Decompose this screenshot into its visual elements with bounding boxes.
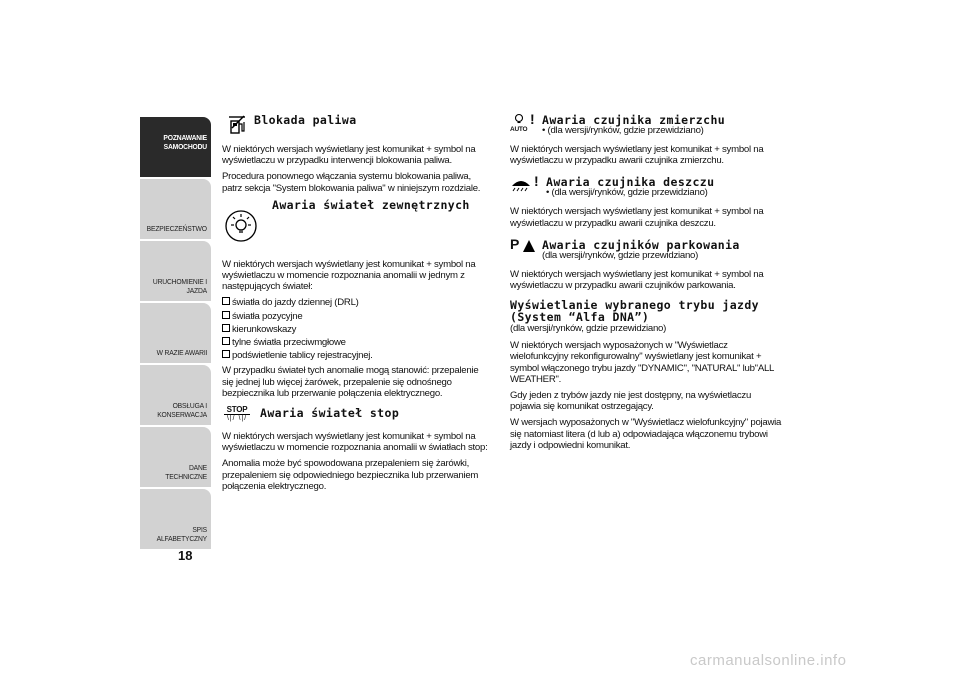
fuel-cutoff-icon	[226, 114, 248, 136]
parking-sensor-subtitle: (dla wersji/rynków, gdzie przewidziano)	[542, 249, 699, 261]
tab-label: SPIS ALFABETYCZNY	[156, 525, 207, 543]
watermark: carmanualsonline.info	[690, 652, 847, 669]
fuel-paragraph-1: W niektórych wersjach wyświetlany jest komunikat + symbol na wyświetlaczu w przypadku interwencji blokowania paliwa.	[222, 144, 476, 167]
exterior-lights-title: Awaria świateł zewnętrznych	[272, 197, 470, 212]
drive-mode-subtitle: (dla wersji/rynków, gdzie przewidziano)	[510, 323, 667, 335]
tab-obsluga-i-konserwacja[interactable]	[140, 365, 211, 427]
stop-light-fault-icon: STOP \|/ \|/	[224, 405, 250, 422]
tab-label: DANE TECHNICZNE	[165, 463, 207, 481]
tab-spis-alfabetyczny[interactable]	[140, 489, 211, 551]
tab-label: OBSŁUGA I KONSERWACJA	[157, 401, 207, 419]
dusk-sensor-subtitle: • (dla wersji/rynków, gdzie przewidziano)	[542, 125, 704, 136]
tab-label: URUCHOMIENIE I JAZDA	[152, 277, 207, 295]
tab-dane-techniczne[interactable]	[140, 427, 211, 489]
list-item: kierunkowskazy	[222, 324, 490, 335]
right-column	[510, 112, 782, 456]
stop-lights-paragraph-1: W niektórych wersjach wyświetlany jest komunikat + symbol na wyświetlaczu w momencie rozpoznania anomalii w światłach stop:	[222, 431, 488, 454]
tab-label: W RAZIE AWARII	[156, 348, 207, 357]
drive-mode-paragraph-3: W wersjach wyposażonych w "Wyświetlacz wielofunkcyjny" pojawia się natomiast litera (d lub a) odpowiadająca włączonemu trybowi jazdy i odpowiedni komunikat.	[510, 417, 782, 451]
drive-mode-title-system: (System “Alfa DNA”)	[510, 310, 650, 325]
drive-mode-title: Wyświetlanie wybranego trybu jazdy	[510, 298, 760, 313]
drive-mode-paragraph-2: Gdy jeden z trybów jazdy nie jest dostępny, na wyświetlaczu pojawia się komunikat ostrzegający.	[510, 390, 752, 413]
chapter-sidebar	[140, 117, 211, 551]
exterior-light-fault-icon	[224, 209, 258, 243]
fuel-header	[222, 112, 490, 138]
tab-label: POZNAWANIE SAMOCHODU	[163, 133, 207, 151]
exterior-lights-header	[222, 199, 490, 255]
dusk-sensor-header: AUTO ! Awaria czujnika zmierzchu • (dla wersji/rynków, gdzie przewidziano)	[510, 111, 726, 136]
tab-bezpieczenstwo[interactable]	[140, 179, 211, 241]
dusk-sensor-title: Awaria czujnika zmierzchu	[542, 113, 726, 127]
tab-poznawanie-samochodu[interactable]	[140, 117, 211, 179]
exterior-lights-list	[222, 297, 490, 361]
rain-sensor-subtitle: • (dla wersji/rynków, gdzie przewidziano)	[546, 187, 708, 199]
stop-lights-header	[222, 405, 490, 427]
tab-label: BEZPIECZEŃSTWO	[146, 224, 207, 233]
rain-sensor-header: ! Awaria czujnika deszczu • (dla wersji/rynków, gdzie przewidziano)	[510, 174, 782, 198]
rain-sensor-title: Awaria czujnika deszczu	[546, 175, 715, 190]
list-item: tylne światła przeciwmgłowe	[222, 337, 490, 348]
list-item: światła do jazdy dziennej (DRL)	[222, 297, 490, 308]
parking-sensor-header: P Awaria czujników parkowania (dla wersji/rynków, gdzie przewidziano)	[510, 235, 740, 261]
parking-sensor-title: Awaria czujników parkowania	[542, 237, 740, 252]
rain-sensor-paragraph: W niektórych wersjach wyświetlany jest komunikat + symbol na wyświetlaczu w przypadku awarii czujnika deszczu.	[510, 206, 764, 229]
exterior-lights-paragraph-1: W niektórych wersjach wyświetlany jest komunikat + symbol na wyświetlaczu w momencie rozpoznania anomalii w jednym z następujących świateł:	[222, 258, 476, 293]
page-number: 18	[178, 548, 193, 563]
stop-lights-title: Awaria świateł stop	[260, 406, 400, 421]
exterior-lights-paragraph-2: W przypadku świateł tych anomalie mogą stanowić: przepalenie się jednej lub więcej żarówek, przepalenie się odnośnego bezpiecznika lub przerwanie połączenia elektrycznego.	[222, 365, 479, 399]
dusk-sensor-paragraph: W niektórych wersjach wyświetlany jest komunikat + symbol na wyświetlaczu w przypadku awarii czujnika zmierzchu.	[510, 144, 764, 167]
parking-sensor-paragraph: W niektórych wersjach wyświetlany jest komunikat + symbol na wyświetlaczu w przypadku awarii czujników parkowania.	[510, 268, 764, 292]
stop-lights-paragraph-2: Anomalia może być spowodowana przepaleniem się żarówki, przepaleniem się odpowiedniego bezpiecznika lub przerwaniem połączenia elektrycznego.	[222, 458, 479, 492]
list-item: podświetlenie tablicy rejestracyjnej.	[222, 350, 490, 361]
drive-mode-paragraph-1: W niektórych wersjach wyposażonych w "Wyświetlacz wielofunkcyjny rekonfigurowalny" wyświetlany jest komunikat + symbol włączonego trybu jazdy "DYNAMIC", "NATURAL" lub"ALL WEATHER".	[510, 340, 774, 385]
tab-w-razie-awarii[interactable]	[140, 303, 211, 365]
fuel-title: Blokada paliwa	[254, 113, 357, 127]
list-item: światła pozycyjne	[222, 311, 490, 322]
tab-uruchomienie-i-jazda[interactable]	[140, 241, 211, 303]
fuel-paragraph-2: Procedura ponownego włączania systemu blokowania paliwa, patrz sekcja "System blokowania paliwa" w niniejszym rozdziale.	[222, 171, 481, 194]
left-column	[222, 112, 490, 497]
drive-mode-header	[510, 299, 782, 334]
